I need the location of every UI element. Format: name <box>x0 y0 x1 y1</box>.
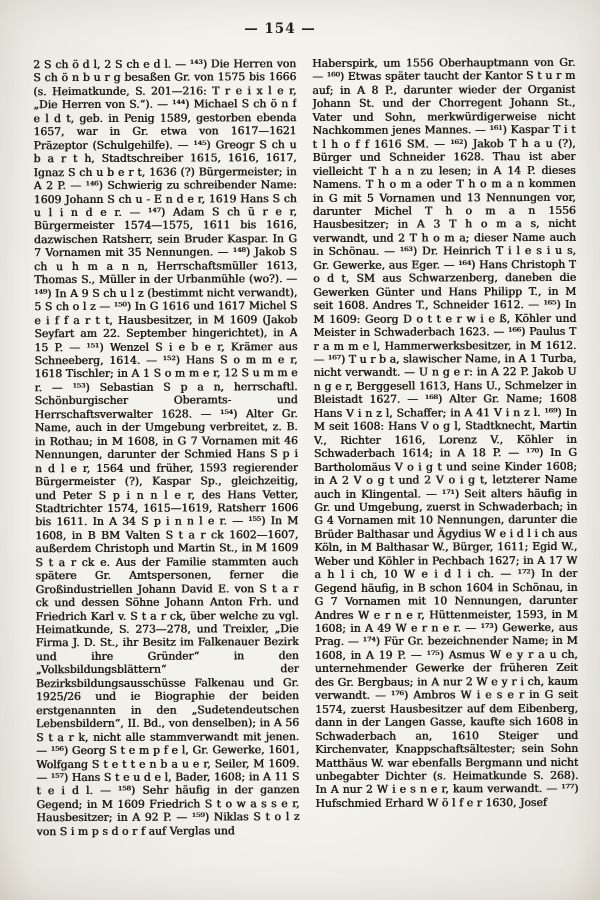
text-columns <box>33 56 579 873</box>
left-column-text: 2 S ch ö d l, 2 S ch e d l. — ¹⁴³) Die Herren von S ch ö n b u r g besaßen Gr. von 1575 bis 1666 (s. Heimatkunde, S. 201—216: T r e i x l e r, „Die Herren von S.“). — ¹⁴⁴) Michael S ch ö n f e l d t, geb. in Penig 1589, gestorben ebenda 1657, war in Gr. etwa von 1617—1621 Präzeptor (Schulgehilfe). — ¹⁴⁵) Greogr S ch u b a r t h, Stadtschreiber 1615, 1616, 1617, Ignaz S ch u b e r t, 1636 (?) Bürgermeister; in A 2 P. — ¹⁴⁶) Schwierig zu schreibender Name: 1609 Johann S ch u - E n d e r, 1619 Hans S ch u l i n d e r. — ¹⁴⁷) Adam S ch ü r e r, Bürgermeister 1574—1575, 1611 bis 1616, dazwischen Ratsherr, sein Bruder Kaspar. In G 7 Vornamen mit 35 Nennungen. — ¹⁴⁸) Jakob S ch u h m a n n, Herrschaftsmüller 1613, Thomas S., Müller in der Urbanmühle (wo?). — ¹⁴⁹) In A 9 S ch u l z (bestimmt nicht verwandt), 5 S ch o l z — ¹⁵⁰) In G 1616 und 1617 Michel S e i f f a r t t, Hausbesitzer, in M 1609 (Jakob Seyfart am 22. September hingerichtet), in A 15 P. — ¹⁵¹) Wenzel S i e b e r, Krämer aus Schneeberg, 1614. — ¹⁵²) Hans S o m m e r, 1618 Tischler; in A 1 S o m m e r, 12 S u m m e r. — ¹⁵³) Sebastian S p a n, herrschaftl. Schönburgischer Oberamts- und Herrschaftsverwalter 1628. — ¹⁵⁴) Alter Gr. Name, auch in der Umgebung verbreitet, z. B. in Rothau; in M 1608, in G 7 Vornamen mit 46 Nennungen, darunter der Schmied Hans S p i n d l e r, 1564 und früher, 1593 regierender Bürgermeister (?), Kaspar Sp., gleichzeitig, und Peter S p i n n l e r, des Hans Vetter, Stadtrichter 1574, 1615—1619, Ratsherr 1606 bis 1611. In A 34 S p i n n l e r. — ¹⁵⁵) In M 1608, in B BM Valten S t a r ck 1602—1607, außerdem Christoph und Martin St., in M 1609 S t a r ck e. Aus der Familie stammten auch spätere Gr. Amtspersonen, ferner die Großindustriellen Johann David E. von S t a r ck und dessen Söhne Johann Anton Frh. und Friedrich Karl v. S t a r ck, über welche zu vgl. Heimatkunde, S. 273—278, und Treixler, „Die Firma J. D. St., ihr Besitz im Falkenauer Bezirk und ihre Gründer“ in den „Volksbildungsblättern“ der Bezirksbildungsausschüsse Falkenau und Gr. 1925/26 und ie Biographie der beiden erstgenannten in den „Sudetendeutschen Lebensbildern“, II. Bd., von denselben); in A 56 S t a r k, nicht alle stammverwandt mit jenen. — ¹⁵⁶) Georg S t e m p f e l, Gr. Gewerke, 1601, Wolfgang S t e t t e n b a u e r, Seiler, M 1609. — ¹⁵⁷) Hans S t e u d e l, Bader, 1608; in A 11 S t e i d l. — ¹⁵⁸) Sehr häufig in der ganzen Gegend; in M 1609 Friedrich S t o w a s s e r, Hausbesitzer; in A 92 P. — ¹⁵⁹) Niklas S t o l z von S i m p s d o r f auf Verglas und <box>33 57 300 839</box>
right-column-text: Haberspirk, um 1556 Oberhauptmann von Gr. — ¹⁶⁰) Etwas später taucht der Kantor S t u r m auf; in A 8 P., darunter wieder der Organist Johann St. und der Chorregent Johann St., Vater und Sohn, merkwürdigerweise nicht Nachkommen jenes Mannes. — ¹⁶¹) Kaspar T i t t l h o f f 1616 SM. — ¹⁶²) Jakob T h a u (?), Bürger und Schneider 1628. Thau ist aber vielleicht T h a n zu lesen; in A 14 P. dieses Namens. T h o m a oder T h o m a n kommen in G mit 5 Vornamen und 13 Nennungen vor, darunter Michel T h o m a n 1556 Hausbesitzer; in A 3 T h o m a s, nicht verwandt, und 2 T h o m a; dieser Name auch in Schönau. — ¹⁶³) Dr. Heinrich T i l e s i u s, Gr. Gewerke, aus Eger. — ¹⁶⁴) Hans Christoph T o d t, SM aus Schwarzenberg, daneben die Gewerken Günter und Hans Philipp T., in M seit 1608. Andres T., Schneider 1612. — ¹⁶⁵) In M 1609: Georg D o t t e r w i e ß, Köhler und Meister in Schwaderbach 1623. — ¹⁶⁶) Paulus T r a m m e l, Hammerwerksbesitzer, in M 1612. — ¹⁶⁷) T u r b a, slawischer Name, in A 1 Turba, nicht verwandt. — U n g e r: in A 22 P. Jakob U n g e r, Berggesell 1613, Hans U., Schmelzer in Bleistadt 1627. — ¹⁶⁸) Alter Gr. Name; 1608 Hans V i n z l, Schaffer; in A 41 V i n z l. ¹⁶⁹) In M seit 1608: Hans V o g l, Stadtknecht, Martin V., Richter 1616, Lorenz V., Köhler in Schwaderbach 1614; in A 18 P. — ¹⁷⁰) In G Bartholomäus V o i g t und seine Kinder 1608; in A 2 V o g t und 2 V o i g t, letzterer Name auch in Klingental. — ¹⁷¹) Seit alters häufig in Gr. und Umgebung, zuerst in Schwaderbach; in G 4 Vornamen mit 10 Nennungen, darunter die Brüder Balthasar und Ägydius W e i d l i ch aus Köln, in M Balthasar W., Bürger, 1611; Egid W., Weber und Köhler in Pechbach 1627; in A 17 W a h l i ch, 10 W e i d l i ch. — ¹⁷²) In der Gegend häufig, in B schon 1604 in Schönau, in G 7 Vornamen mit 10 Nennungen, darunter Andres W e r n e r, Hüttenmeister, 1593, in M 1608; in A 49 W e r n e r. — ¹⁷³) Gewerke, aus Prag. — ¹⁷⁴) Für Gr. bezeichnender Name; in M 1608, in A 19 P. — ¹⁷⁵) Asmus W e y r a u ch, unternehmender Gewerke der früheren Zeit des Gr. Bergbaus; in A nur 2 W e y r i ch, kaum verwandt. — ¹⁷⁶) Ambros W i e s e r in G seit 1574, zuerst Hausbesitzer auf dem Eibenberg, dann in der Langen Gasse, kaufte sich 1608 in Schwaderbach an, 1610 Steiger und Kirchenvater, Knappschaftsältester; sein Sohn Matthäus W. war ebenfalls Bergmann und nicht unbegabter Dichter (s. Heimatkunde S. 268). In A nur 2 W i e s n e r, kaum verwandt. — ¹⁷⁷) Hufschmied Erhard W ö l f e r 1630, Josef <box>312 55 579 810</box>
page-number: — 154 — <box>244 21 316 37</box>
